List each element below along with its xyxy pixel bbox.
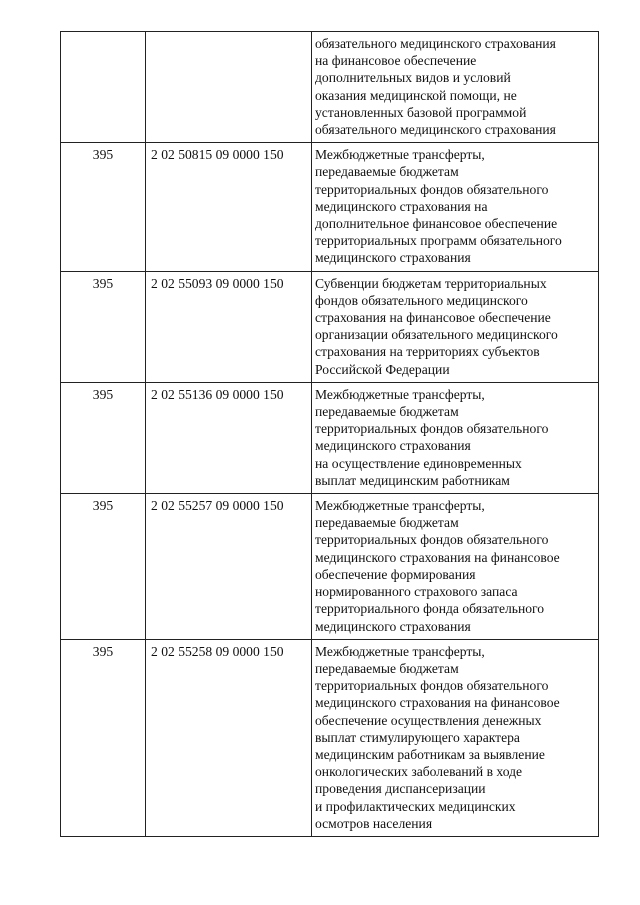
description-line: территориального фонда обязательного [315, 601, 545, 617]
description-line: Межбюджетные трансферты, [315, 386, 485, 402]
description-line: страхования на территориях субъектов [315, 344, 540, 360]
description-line: территориальных фондов обязательного [315, 421, 549, 437]
income-description-cell [312, 494, 599, 640]
admin-code-cell: 395 [61, 494, 146, 640]
description-line: фондов обязательного медицинского [315, 292, 528, 308]
description-line: медицинского страхования [315, 438, 471, 454]
description-line: передаваемые бюджетам [315, 404, 459, 420]
description-line: Российской Федерации [315, 361, 450, 377]
description-line: территориальных фондов обязательного [315, 532, 549, 548]
budget-classification-code-cell: 2 02 55093 09 0000 150 [146, 271, 312, 382]
description-line: обязательного медицинского страхования [315, 122, 556, 138]
description-line: нормированного страхового запаса [315, 584, 518, 600]
description-line: страхования на финансовое обеспечение [315, 310, 551, 326]
description-line: проведения диспансеризации [315, 781, 486, 797]
description-line: медицинского страхования на [315, 198, 488, 214]
budget-codes-table [60, 31, 599, 837]
description-line: территориальных программ обязательного [315, 233, 562, 249]
table-row [61, 32, 599, 143]
description-line: онкологических заболеваний в ходе [315, 764, 523, 780]
budget-classification-code-cell: 2 02 55257 09 0000 150 [146, 494, 312, 640]
budget-classification-code-cell: 2 02 55258 09 0000 150 [146, 639, 312, 836]
admin-code-cell: 395 [61, 271, 146, 382]
description-line: дополнительное финансовое обеспечение [315, 216, 558, 232]
table-row [61, 639, 599, 836]
table-row [61, 271, 599, 382]
description-line: оказания медицинской помощи, не [315, 87, 517, 103]
description-line: медицинского страхования на финансовое [315, 695, 560, 711]
income-description-cell [312, 382, 599, 493]
description-line: Межбюджетные трансферты, [315, 147, 485, 163]
description-line: обеспечение формирования [315, 566, 476, 582]
description-line: обязательного медицинского страхования [315, 36, 556, 51]
description-line: на осуществление единовременных [315, 455, 522, 471]
income-description-cell [312, 32, 599, 143]
document-page [60, 31, 587, 837]
budget-classification-code-cell: 2 02 50815 09 0000 150 [146, 143, 312, 271]
admin-code-cell: 395 [61, 639, 146, 836]
description-line: Субвенции бюджетам территориальных [315, 275, 547, 291]
description-line: выплат медицинским работникам [315, 472, 510, 488]
admin-code-cell: 395 [61, 143, 146, 271]
description-line: медицинским работникам за выявление [315, 746, 545, 762]
description-line: на финансовое обеспечение [315, 53, 477, 69]
income-description-cell [312, 143, 599, 271]
description-line: и профилактических медицинских [315, 798, 516, 814]
admin-code-cell [61, 32, 146, 143]
description-line: территориальных фондов обязательного [315, 181, 549, 197]
description-line: выплат стимулирующего характера [315, 729, 520, 745]
description-line: осмотров населения [315, 815, 433, 831]
table-row [61, 382, 599, 493]
description-line: установленных базовой программой [315, 104, 527, 120]
description-line: медицинского страхования [315, 250, 471, 266]
description-line: медицинского страхования на финансовое [315, 549, 560, 565]
table-row [61, 143, 599, 271]
description-line: дополнительных видов и условий [315, 70, 511, 86]
income-description-cell [312, 639, 599, 836]
description-line: территориальных фондов обязательного [315, 678, 549, 694]
description-line: Межбюджетные трансферты, [315, 643, 485, 659]
description-line: Межбюджетные трансферты, [315, 498, 485, 514]
income-description-cell [312, 271, 599, 382]
table-row [61, 494, 599, 640]
admin-code-cell: 395 [61, 382, 146, 493]
budget-classification-code-cell: 2 02 55136 09 0000 150 [146, 382, 312, 493]
description-line: передаваемые бюджетам [315, 164, 459, 180]
budget-classification-code-cell [146, 32, 312, 143]
table-body [61, 32, 599, 837]
description-line: передаваемые бюджетам [315, 660, 459, 676]
description-line: медицинского страхования [315, 618, 471, 634]
description-line: обеспечение осуществления денежных [315, 712, 542, 728]
description-line: организации обязательного медицинского [315, 327, 558, 343]
description-line: передаваемые бюджетам [315, 515, 459, 531]
